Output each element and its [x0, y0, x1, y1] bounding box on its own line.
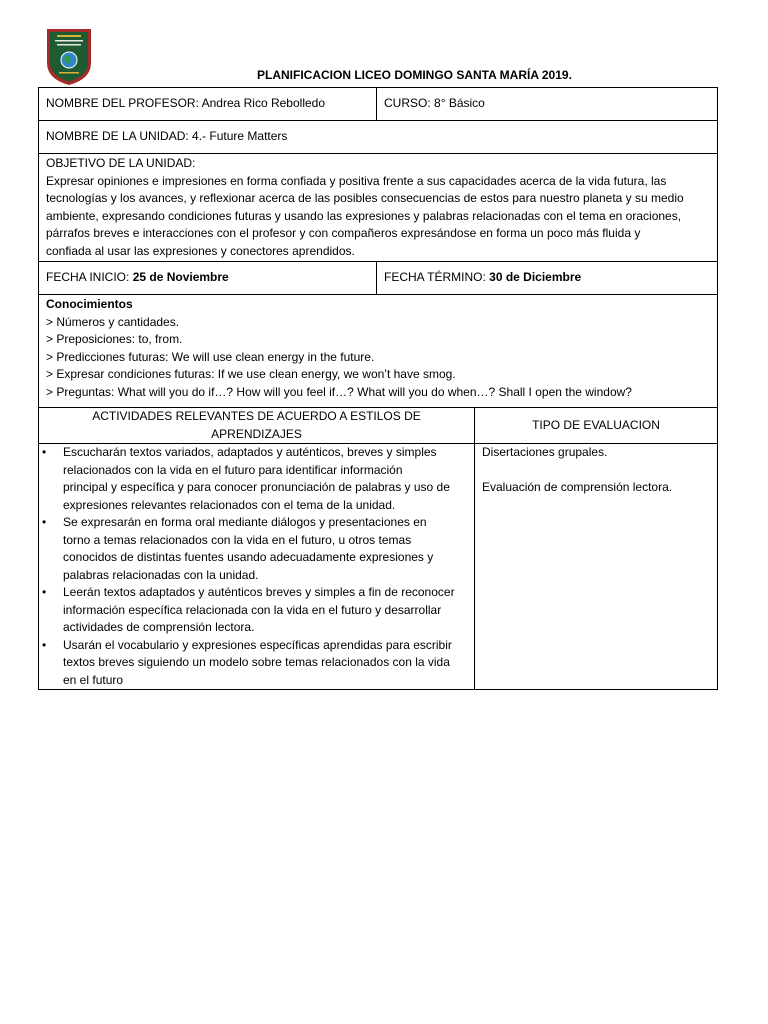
- knowledge-item: > Números y cantidades.: [46, 314, 180, 329]
- evaluation-spacer: [482, 462, 710, 479]
- objective-line: párrafos breves e interacciones con el profesor y con compañeros expresándose en forma un poco más fluida y: [46, 226, 641, 240]
- evaluation-header: TIPO DE EVALUACION: [475, 408, 718, 444]
- activity-line: actividades de comprensión lectora.: [63, 620, 255, 634]
- end-date-label: FECHA TÉRMINO:: [384, 270, 486, 285]
- activity-line: palabras relacionadas con la unidad.: [63, 567, 259, 582]
- activity-item: [46, 637, 467, 690]
- activity-line: textos breves siguiendo un modelo sobre temas relacionados con la vida: [63, 655, 450, 669]
- activity-line: torno a temas relacionados con la vida en el futuro, u otros temas: [63, 532, 412, 547]
- activities-list: [46, 444, 467, 689]
- evaluation-cell: [475, 444, 718, 690]
- objective-line: ambiente, expresando condiciones futuras y usando las expresiones y palabras relacionadas con el tema en oraciones,: [46, 208, 682, 223]
- activity-line: relacionados con la vida en el futuro para identificar información: [63, 462, 403, 477]
- unit-label: NOMBRE DE LA UNIDAD:: [46, 129, 189, 144]
- activity-line: expresiones relevantes relacionados con el tema de la unidad.: [63, 497, 396, 512]
- activity-item: [46, 584, 467, 637]
- course-value: 8° Básico: [434, 96, 485, 111]
- activity-line: en el futuro: [63, 672, 124, 687]
- knowledge-item: > Expresar condiciones futuras: If we use clean energy, we won’t have smog.: [46, 367, 456, 381]
- activity-item: [46, 444, 467, 514]
- objective-cell: [39, 154, 718, 262]
- unit-cell: [39, 121, 718, 154]
- teacher-label: NOMBRE DEL PROFESOR:: [46, 96, 199, 111]
- teacher-name: Andrea Rico Rebolledo: [201, 96, 326, 111]
- evaluation-item: Disertaciones grupales.: [482, 445, 608, 459]
- objective-label: OBJETIVO DE LA UNIDAD:: [46, 156, 196, 170]
- unit-name: 4.- Future Matters: [192, 129, 288, 144]
- activity-line: • Usarán el vocabulario y expresiones específicas aprendidas para escribir: [63, 637, 452, 652]
- objective-line: confiada al usar las expresiones y conectores aprendidos.: [46, 243, 355, 258]
- start-date-label: FECHA INICIO:: [46, 270, 130, 285]
- activities-header: ACTIVIDADES RELEVANTES DE ACUERDO A ESTILOS DE APRENDIZAJES: [39, 408, 475, 444]
- activities-header-row: [39, 408, 718, 444]
- activity-line: información específica relacionada con la vida en el futuro y desarrollar: [63, 602, 442, 617]
- unit-row: [39, 121, 718, 154]
- activity-line: • Leerán textos adaptados y auténticos breves y simples a fin de reconocer: [63, 585, 455, 599]
- course-label: CURSO:: [384, 96, 431, 111]
- knowledge-item: > Preposiciones: to, from.: [46, 332, 183, 346]
- evaluation-item: Evaluación de comprensión lectora.: [482, 479, 673, 494]
- school-logo: [45, 27, 93, 87]
- knowledge-item: > Preguntas: What will you do if…? How will you feel if…? What will you do when…? Shall I open the window?: [46, 384, 632, 399]
- school-crest-icon: [45, 27, 93, 87]
- teacher-cell: [39, 88, 377, 121]
- knowledge-row: [39, 295, 718, 408]
- start-date-value: 25 de Noviembre: [132, 270, 229, 285]
- objective-line: tecnologías y los avances, y reflexionar acerca de las posibles consecuencias de estos para nuestro planeta y su medio: [46, 191, 684, 205]
- start-date-cell: [39, 262, 377, 295]
- activity-line: • Se expresarán en forma oral mediante diálogos y presentaciones en: [63, 515, 427, 529]
- dates-row: [39, 262, 718, 295]
- activity-line: • Escucharán textos variados, adaptados y auténticos, breves y simples: [63, 445, 437, 459]
- activity-line: principal y específica y para conocer pronunciación de palabras y uso de: [63, 480, 450, 494]
- end-date-cell: [377, 262, 718, 295]
- knowledge-cell: [39, 295, 718, 408]
- activities-cell: [39, 444, 475, 690]
- planning-table: [38, 87, 718, 690]
- knowledge-item: > Predicciones futuras: We will use clean energy in the future.: [46, 349, 375, 364]
- activities-row: [39, 444, 718, 690]
- objective-line: Expresar opiniones e impresiones en forma confiada y positiva frente a sus capacidades acerca de la vida futura, las: [46, 173, 667, 188]
- course-cell: [377, 88, 718, 121]
- teacher-row: [39, 88, 718, 121]
- end-date-value: 30 de Diciembre: [489, 270, 582, 285]
- activity-line: conocidos de distintas fuentes usando adecuadamente expresiones y: [63, 550, 434, 564]
- page-title: PLANIFICACION LICEO DOMINGO SANTA MARÍA 2019.: [257, 68, 572, 82]
- activity-item: [46, 514, 467, 584]
- objective-row: [39, 154, 718, 262]
- knowledge-title: Conocimientos: [46, 297, 133, 311]
